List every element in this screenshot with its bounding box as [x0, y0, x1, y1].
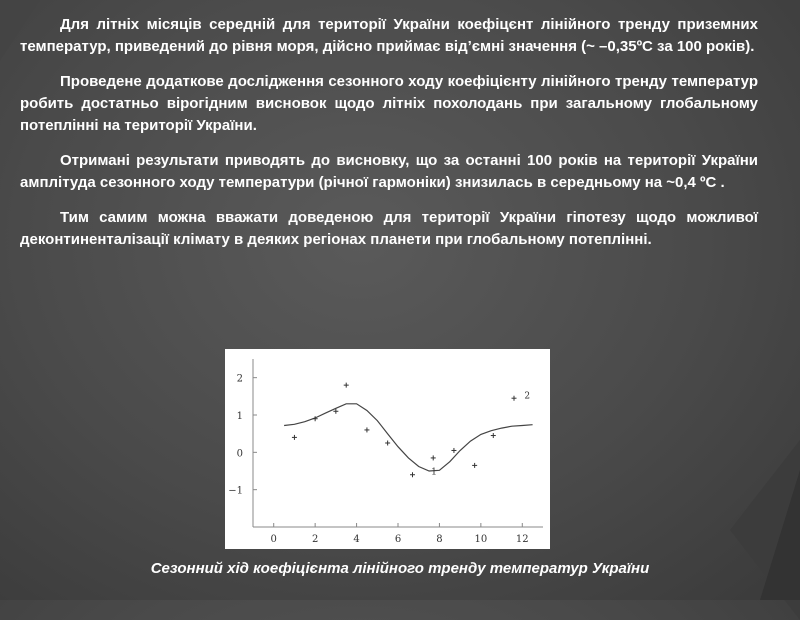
x-tick-label: 2	[311, 534, 319, 545]
x-tick-label: 10	[474, 534, 488, 545]
y-tick-label: 0	[236, 448, 243, 460]
data-point	[292, 435, 297, 440]
x-tick-label: 0	[270, 534, 277, 545]
y-tick-label: −1	[228, 485, 243, 497]
slide-text	[20, 14, 758, 264]
trend-curve	[284, 404, 532, 471]
y-tick-label: 1	[236, 411, 243, 422]
trend-chart	[225, 349, 550, 549]
data-point	[431, 455, 436, 460]
paragraph-3: Отримані результати приводять до висновку, що за останні 100 років на території України амплітуда сезонного ходу температури (річної гармоніки) знизилась в середньому на ~0,4 ºC .	[20, 152, 758, 191]
data-point	[364, 427, 369, 432]
data-point	[451, 448, 456, 453]
side-decoration-shadow	[760, 470, 800, 600]
x-tick-label: 12	[515, 534, 529, 545]
chart-points-group	[292, 383, 517, 478]
x-tick-label: 4	[353, 534, 360, 545]
chart-panel	[225, 349, 550, 549]
data-point	[385, 441, 390, 446]
curve-label: 1	[431, 467, 437, 478]
x-tick-label: 8	[436, 534, 443, 545]
data-point	[344, 383, 349, 388]
chart-ticks	[228, 373, 531, 545]
chart-caption: Сезонний хід коефіцієнта лінійного тренду температур України	[150, 560, 650, 577]
curve-label: 2	[524, 391, 531, 402]
chart-curve-group	[284, 404, 532, 471]
y-tick-label: 2	[236, 373, 243, 385]
paragraph-4: Тим самим можна вважати доведеною для території України гіпотезу щодо можливої деконтиненталізації клімату в деяких регіонах планети при глобальному потеплінні.	[20, 209, 758, 248]
chart-axes	[253, 359, 543, 527]
x-tick-label: 6	[394, 534, 402, 545]
paragraph-1: Для літніх місяців середній для території України коефіцєнт лінійного тренду приземних температур, приведений до рівня моря, дійсно приймає від’ємні значення (~ –0,35ºC за 100 років).	[20, 16, 758, 55]
data-point	[472, 463, 477, 468]
data-point	[512, 396, 517, 401]
data-point	[491, 433, 496, 438]
paragraph-2: Проведене додаткове дослідження сезонного ходу коефіцієнту лінійного тренду температур робить достатньо вірогідним висновок щодо літніх похолодань при загальному глобальному потеплінні на території України.	[20, 73, 758, 134]
data-point	[410, 472, 415, 477]
